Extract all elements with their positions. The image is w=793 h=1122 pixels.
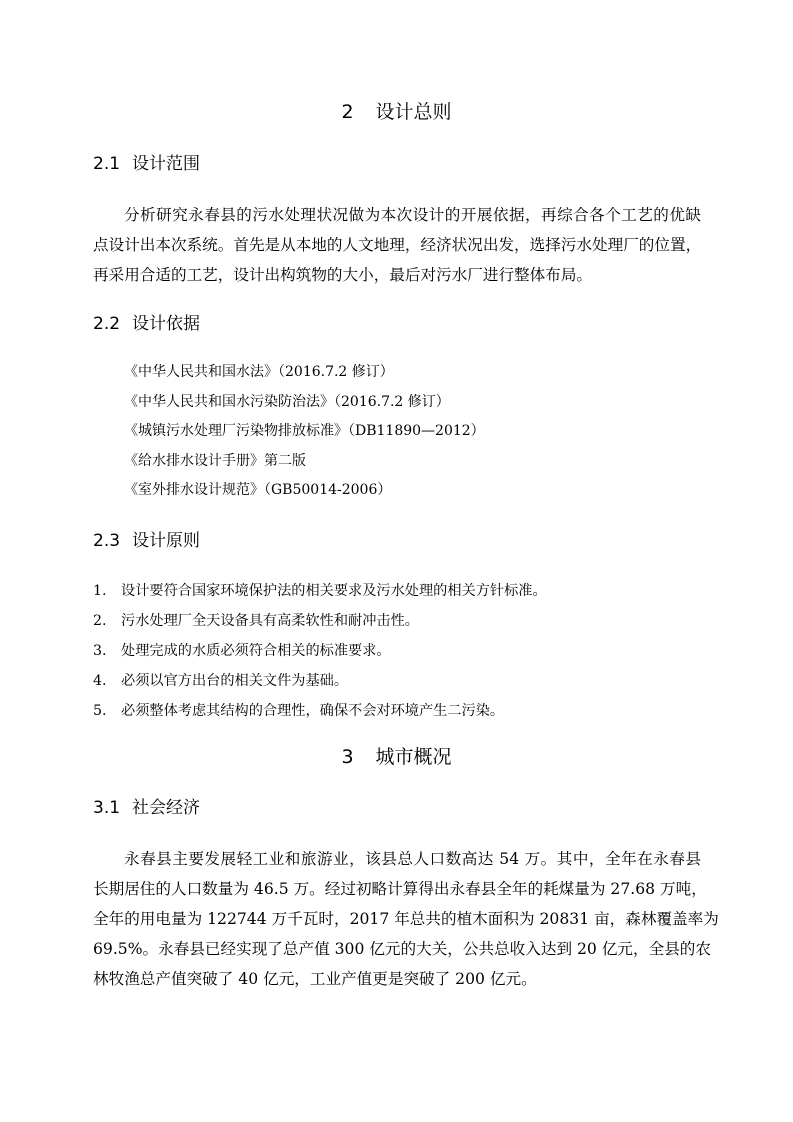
item-text: 处理完成的水质必须符合相关的标准要求。 [121,643,391,659]
section-number: 2.2 [93,314,121,334]
principle-item [93,576,547,606]
section-heading [93,153,200,175]
principle-item [93,606,547,636]
item-number: 5. [93,703,107,719]
paragraph-line: 永春县主要发展轻工业和旅游业，该县总人口数高达 54 万。其中，全年在永春县 [124,850,701,868]
paragraph-line: 分析研究永春县的污水处理状况做为本次设计的开展依据，再综合各个工艺的优缺 [124,206,701,224]
item-number: 3. [93,643,107,659]
paragraph-design-scope [93,200,701,290]
paragraph-line: 全年的用电量为 122744 万千瓦时，2017 年总共的植木面积为 20831 亩，森林覆盖率为 [93,910,719,928]
paragraph-line: 点设计出本次系统。首先是从本地的人文地理，经济状况出发，选择污水处理厂的位置， [93,236,702,254]
section-title: 设计依据 [132,314,201,334]
section-title: 设计范围 [132,154,201,174]
item-number: 2. [93,613,107,629]
reference-item: 《中华人民共和国水污染防治法》（2016.7.2 修订） [124,393,450,410]
item-text: 必须以官方出台的相关文件为基础。 [121,673,349,689]
principle-item [93,666,547,696]
section-number: 3.1 [93,798,121,818]
principles-list [93,576,547,726]
chapter-heading [0,745,793,769]
item-number: 1. [93,583,107,599]
principle-item [93,696,547,726]
paragraph-social-economy [93,844,719,994]
reference-item: 《中华人民共和国水法》（2016.7.2 修订） [124,364,394,380]
item-number: 4. [93,673,107,689]
reference-list [124,358,485,506]
section-heading [93,313,200,335]
chapter-title: 设计总则 [375,101,452,123]
item-text: 设计要符合国家环境保护法的相关要求及污水处理的相关方针标准。 [121,583,547,599]
section-title: 设计原则 [132,531,201,551]
reference-item: 《室外排水设计规范》（GB50014-2006） [124,482,392,498]
paragraph-line: 林牧渔总产值突破了 40 亿元，工业产值更是突破了 200 亿元。 [93,970,537,988]
chapter-number: 2 [341,101,354,123]
section-number: 2.1 [93,154,121,174]
section-title: 社会经济 [132,798,201,818]
section-number: 2.3 [93,531,121,551]
principle-item [93,636,547,666]
chapter-heading [0,100,793,124]
item-text: 污水处理厂全天设备具有高柔软性和耐冲击性。 [121,613,419,629]
paragraph-line: 长期居住的人口数量为 46.5 万。经过初略计算得出永春县全年的耗煤量为 27.68 万吨， [93,880,707,898]
section-heading [93,797,200,819]
reference-item: 《城镇污水处理厂污染物排放标准》（DB11890—2012） [124,423,485,439]
chapter-title: 城市概况 [375,746,452,768]
paragraph-line: 再采用合适的工艺，设计出构筑物的大小，最后对污水厂进行整体布局。 [93,266,593,284]
section-heading [93,530,200,552]
reference-item: 《给水排水设计手册》第二版 [124,452,306,469]
paragraph-line: 69.5%。永春县已经实现了总产值 300 亿元的大关，公共总收入达到 20 亿元，全县的农 [93,940,711,958]
chapter-number: 3 [341,746,354,768]
item-text: 必须整体考虑其结构的合理性，确保不会对环境产生二污染。 [121,703,505,719]
